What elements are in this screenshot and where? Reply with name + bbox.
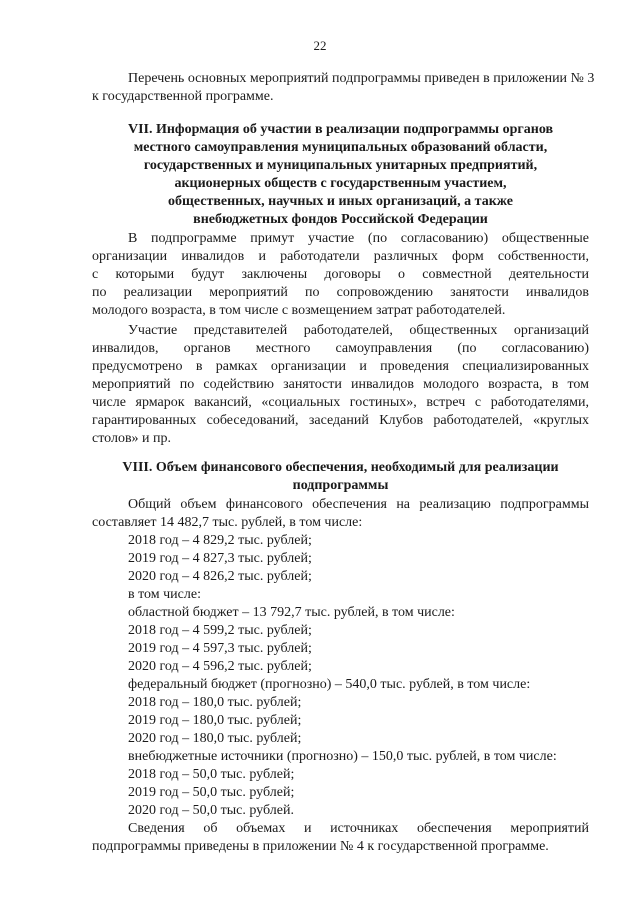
funding-list-item: федеральный бюджет (прогнозно) – 540,0 тыс. рублей, в том числе:	[128, 677, 531, 692]
funding-list-item: 2018 год – 4 829,2 тыс. рублей;	[128, 533, 312, 548]
paragraph-line: с которыми будут заключены договоры о совместной деятельности	[92, 267, 589, 282]
funding-list-item: 2019 год – 4 597,3 тыс. рублей;	[128, 641, 312, 656]
section-7-title: VII. Информация об участии в реализации подпрограммы органов	[127, 122, 554, 137]
paragraph-line: гарантированных собеседований, заседаний Клубов работодателей, «круглых	[92, 413, 589, 428]
funding-list-item: 2019 год – 50,0 тыс. рублей;	[128, 785, 295, 800]
paragraph-line: мероприятий по содействию занятости инвалидов молодого возраста, в том	[92, 377, 589, 392]
section-7-title: государственных и муниципальных унитарных предприятий,	[143, 158, 538, 173]
paragraph-line: Общий объем финансового обеспечения на реализацию подпрограммы	[128, 497, 589, 512]
paragraph-line: молодого возраста, в том числе с возмещением затрат работодателей.	[92, 303, 506, 318]
funding-list-item: 2020 год – 4 826,2 тыс. рублей;	[128, 569, 312, 584]
funding-list-item: в том числе:	[128, 587, 201, 602]
paragraph-line: столов» и пр.	[92, 431, 172, 446]
funding-list-item: 2018 год – 50,0 тыс. рублей;	[128, 767, 295, 782]
section-7-title: общественных, научных и иных организаций, а также	[168, 194, 513, 209]
paragraph-line: инвалидов, органов местного самоуправления (по согласованию)	[92, 341, 589, 356]
paragraph-line: Участие представителей работодателей, общественных организаций	[128, 323, 589, 338]
section-7-title: акционерных обществ с государственным участием,	[174, 176, 507, 191]
paragraph-line: подпрограммы приведены в приложении № 4 к государственной программе.	[92, 839, 549, 854]
funding-list-item: областной бюджет – 13 792,7 тыс. рублей, в том числе:	[128, 605, 455, 620]
funding-list-item: внебюджетные источники (прогнозно) – 150,0 тыс. рублей, в том числе:	[128, 749, 557, 764]
section-8-title: VIII. Объем финансового обеспечения, необходимый для реализации	[122, 460, 559, 475]
intro-line: Перечень основных мероприятий подпрограммы приведен в приложении № 3	[128, 71, 595, 86]
section-8-title: подпрограммы	[292, 478, 389, 493]
paragraph-line: числе ярмарок вакансий, «социальных гостиных», встреч с работодателями,	[92, 395, 589, 410]
funding-list-item: 2020 год – 50,0 тыс. рублей.	[128, 803, 294, 818]
paragraph-line: предусмотрено в рамках организации и проведения специализированных	[92, 359, 589, 374]
paragraph-line: В подпрограмме примут участие (по согласованию) общественные	[128, 231, 589, 246]
paragraph-line: Сведения об объемах и источниках обеспечения мероприятий	[128, 821, 589, 836]
funding-list-item: 2020 год – 180,0 тыс. рублей;	[128, 731, 302, 746]
funding-list-item: 2020 год – 4 596,2 тыс. рублей;	[128, 659, 312, 674]
paragraph-line: составляет 14 482,7 тыс. рублей, в том числе:	[92, 515, 363, 530]
funding-list-item: 2019 год – 180,0 тыс. рублей;	[128, 713, 302, 728]
funding-list-item: 2018 год – 180,0 тыс. рублей;	[128, 695, 302, 710]
paragraph-line: организации инвалидов и работодатели различных форм собственности,	[92, 249, 589, 264]
section-7-title: местного самоуправления муниципальных образований области,	[133, 140, 548, 155]
paragraph-line: по реализации мероприятий по сопровождению занятости инвалидов	[92, 285, 589, 300]
section-7-title: внебюджетных фондов Российской Федерации	[193, 212, 488, 227]
funding-list-item: 2019 год – 4 827,3 тыс. рублей;	[128, 551, 312, 566]
intro-line: к государственной программе.	[92, 89, 274, 104]
page-number: 22	[313, 38, 327, 53]
funding-list-item: 2018 год – 4 599,2 тыс. рублей;	[128, 623, 312, 638]
